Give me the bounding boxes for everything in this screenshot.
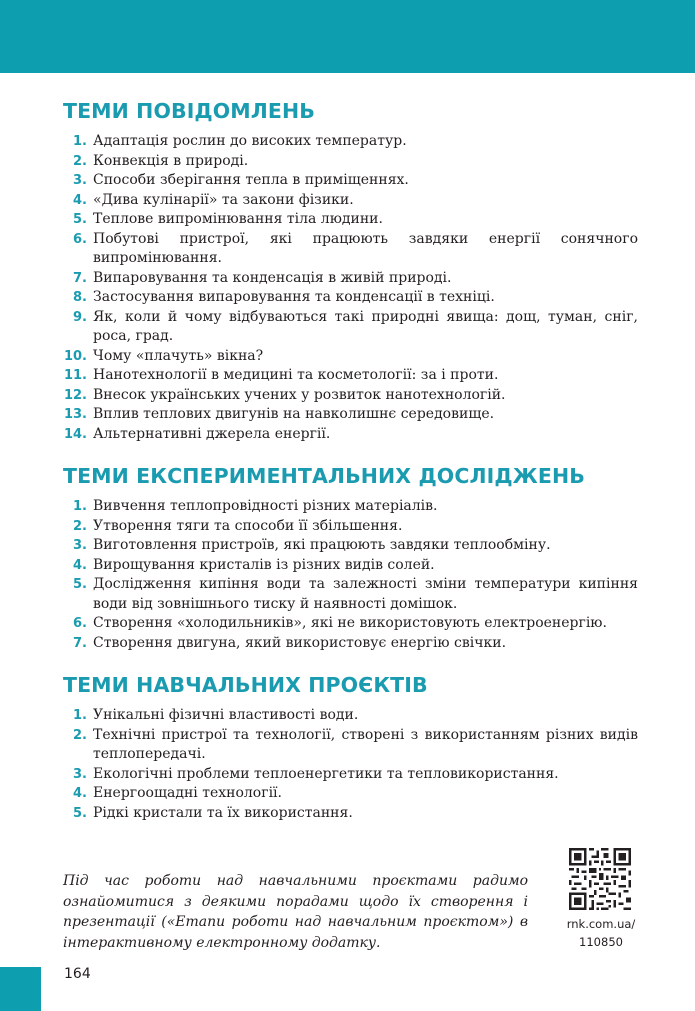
list-item: 9. Як, коли й чому відбуваються такі природні явища: дощ, туман, сніг, роса, град. bbox=[73, 308, 638, 344]
messages-list bbox=[63, 132, 638, 444]
list-item: 4. Енергоощадні технології. bbox=[73, 785, 282, 801]
list-item: 7. Випаровування та конденсація в живій природі. bbox=[73, 269, 452, 286]
qr-caption bbox=[558, 915, 644, 951]
list-item: 1. Адаптація рослин до високих температур. bbox=[73, 133, 407, 149]
qr-code-number: 110850 bbox=[579, 935, 623, 949]
section-title-projects: ТЕМИ НАВЧАЛЬНИХ ПРОЄКТІВ bbox=[63, 673, 428, 697]
list-item: 4. «Дива кулінарії» та закони фізики. bbox=[73, 191, 354, 208]
page-number-bar bbox=[0, 967, 41, 1011]
list-item: 6. Створення «холодильників», які не використовують електроенергію. bbox=[73, 615, 607, 631]
projects-list bbox=[63, 706, 638, 823]
section-title-messages: ТЕМИ ПОВІДОМЛЕНЬ bbox=[63, 99, 316, 123]
list-item: 2. Утворення тяги та способи її збільшення. bbox=[73, 517, 403, 534]
list-item: 10. Чому «плачуть» вікна? bbox=[63, 347, 264, 364]
page-content bbox=[63, 98, 638, 823]
section-title-experiments: ТЕМИ ЕКСПЕРИМЕНТАЛЬНИХ ДОСЛІДЖЕНЬ bbox=[63, 464, 585, 488]
list-item: 13. Вплив теплових двигунів на навколишнє середовище. bbox=[63, 406, 495, 422]
page-number: 164 bbox=[64, 966, 91, 982]
list-item: 5. Дослідження кипіння води та залежності зміни температури кипіння води від зовнішнього тиску й наявності домішок. bbox=[73, 576, 638, 612]
list-item: 3. Екологічні проблеми теплоенергетики та тепловикористання. bbox=[73, 765, 559, 782]
list-item: 1. Вивчення теплопровідності різних матеріалів. bbox=[73, 498, 438, 514]
list-item: 3. Виготовлення пристроїв, які працюють завдяки теплообміну. bbox=[73, 537, 551, 553]
list-item: 7. Створення двигуна, який використовує енергію свічки. bbox=[73, 634, 507, 651]
list-item: 6. Побутові пристрої, які працюють завдяки енергії сонячного випромінювання. bbox=[73, 230, 638, 266]
list-item: 4. Вирощування кристалів із різних видів солей. bbox=[73, 556, 435, 573]
list-item: 2. Конвекція в природі. bbox=[73, 152, 249, 169]
list-item: 8. Застосування випаровування та конденсації в техніці. bbox=[73, 289, 495, 305]
list-item: 1. Унікальні фізичні властивості води. bbox=[73, 707, 359, 723]
list-item: 3. Способи зберігання тепла в приміщеннях. bbox=[73, 172, 409, 188]
list-item: 12. Внесок українських учених у розвиток нанотехнологій. bbox=[63, 386, 506, 403]
qr-code-icon[interactable] bbox=[569, 848, 631, 910]
list-item: 5. Рідкі кристали та їх використання. bbox=[73, 804, 353, 821]
list-item: 11. Нанотехнології в медицині та косметології: за і проти. bbox=[63, 367, 499, 383]
list-item: 5. Теплове випромінювання тіла людини. bbox=[73, 211, 383, 227]
experiments-list bbox=[63, 497, 638, 653]
list-item: 2. Технічні пристрої та технології, створені з використанням різних видів теплопередачі. bbox=[73, 726, 638, 762]
qr-url[interactable]: rnk.com.ua/ bbox=[566, 917, 636, 931]
project-note: Під час роботи над навчальними проєктами радимо ознайомитися з деякими порадами щодо їх створення і презентації («Етапи роботи над навчальним проєктом») в інтерактивному електронному додатку. bbox=[63, 873, 528, 951]
top-color-bar bbox=[0, 0, 695, 73]
list-item: 14. Альтернативні джерела енергії. bbox=[63, 425, 331, 442]
